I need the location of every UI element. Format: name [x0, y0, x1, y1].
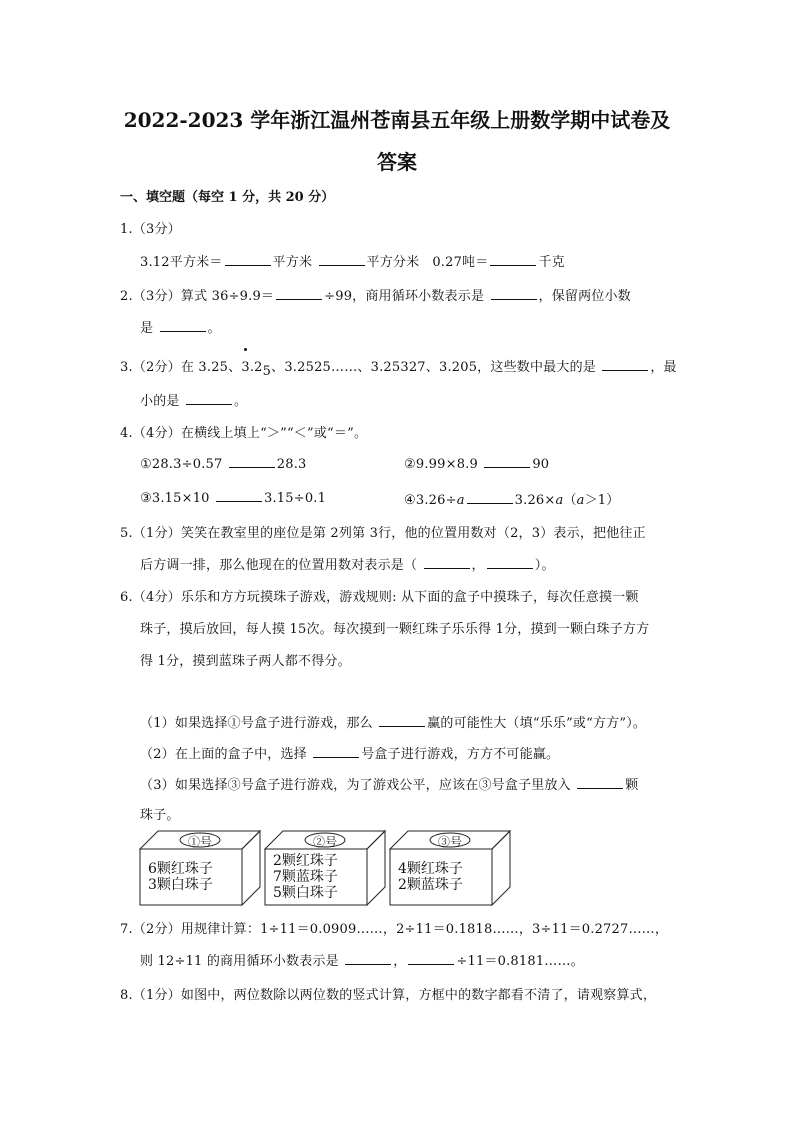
q3-text: 小的是	[140, 394, 180, 409]
bead-box-3	[390, 829, 510, 907]
page-title-line2: 答案	[377, 150, 417, 174]
q1-text: 0.27吨＝	[432, 255, 489, 270]
answer-blank[interactable]	[467, 491, 513, 504]
q6-text: 颗	[625, 778, 639, 793]
q2-text: 是	[140, 321, 154, 336]
q2-text: 。	[207, 321, 221, 336]
section-heading: 一、填空题（每空 1 分，共 20 分）	[120, 190, 335, 205]
q5-text: 后方调一排，那么他现在的位置用数对表示是（	[140, 558, 418, 573]
question-4-b	[404, 455, 549, 472]
answer-blank[interactable]	[319, 253, 365, 266]
question-8-line1: 8.（1分）如图中，两位数除以两位数的竖式计算，方框中的数字都看不清了，请观察算式，	[120, 988, 657, 1003]
question-7-line1: 7.（2分）用规律计算：1÷11＝0.0909……，2÷11＝0.1818……，3÷11＝0.2727……，	[120, 922, 669, 937]
q4-text: （	[563, 493, 577, 508]
q4-text: ①28.3÷0.57	[140, 457, 223, 472]
answer-blank[interactable]	[577, 776, 623, 789]
q7-text: ÷11＝0.8181……。	[456, 954, 584, 969]
question-5-line2	[140, 554, 555, 573]
q2-text: 2.（3分）算式 36÷9.9＝	[120, 289, 275, 304]
q4-text: 90	[532, 457, 550, 472]
q4-text: 3.26×	[514, 493, 556, 508]
answer-blank[interactable]	[345, 952, 391, 965]
question-5-line1: 5.（1分）笑笑在教室里的座位是第 2列第 3行，他的位置用数对（2，3）表示，把他往正	[120, 526, 646, 541]
question-6-sub3	[140, 774, 638, 793]
question-3-line1	[120, 356, 677, 379]
q4-text: 28.3	[276, 457, 307, 472]
box-contents	[148, 861, 213, 893]
question-4-head: 4.（4分）在横线上填上“＞”“＜”或“＝”。	[120, 426, 368, 441]
q4-text: ③3.15×10	[140, 491, 210, 506]
answer-blank[interactable]	[484, 455, 530, 468]
q5-text: ）。	[534, 558, 555, 573]
q6-text: 号盒子进行游戏，方方不可能赢。	[361, 747, 560, 762]
q7-text: ，	[393, 954, 407, 969]
box-line: 2颗红珠子	[273, 853, 338, 869]
question-2-line2	[140, 317, 221, 336]
q3-text: 3.（2分）在 3.25、3.2	[120, 360, 263, 375]
question-3-line2	[140, 390, 247, 409]
answer-blank[interactable]	[602, 358, 648, 371]
box-line: 5颗白珠子	[273, 885, 338, 901]
box-label: ②号	[312, 835, 337, 849]
question-1-head: 1.（3分）	[120, 222, 181, 237]
q3-text: 、3.2525……、3.25327、3.205，这些数中最大的是	[271, 360, 596, 375]
page-title: 2022-2023 学年浙江温州苍南县五年级上册数学期中试卷及	[123, 108, 671, 132]
question-4-a	[140, 455, 307, 472]
question-6-line2: 珠子，摸后放回，每人摸 15次。每次摸到一颗红珠子乐乐得 1分，摸到一颗白珠子方方	[140, 622, 650, 637]
box-line: 2颗蓝珠子	[398, 877, 463, 893]
answer-blank[interactable]	[216, 489, 262, 502]
q4-text: 3.15÷0.1	[263, 491, 327, 506]
question-6-sub3-cont: 珠子。	[140, 808, 180, 823]
box-contents	[398, 861, 463, 893]
q4-text: ④3.26÷	[404, 493, 457, 508]
q3-text: ，最	[650, 360, 677, 375]
q4-text: ＞1）	[584, 493, 620, 508]
answer-blank[interactable]	[229, 455, 275, 468]
answer-blank[interactable]	[408, 952, 454, 965]
answer-blank[interactable]	[487, 556, 533, 569]
box-line: 6颗红珠子	[148, 861, 213, 877]
q3-text: 。	[233, 394, 248, 409]
q4-text: ②9.99×8.9	[404, 457, 478, 472]
q6-text: 赢的可能性大（填“乐乐”或“方方”）。	[427, 716, 647, 731]
q1-text: 平方分米	[366, 255, 420, 270]
answer-blank[interactable]	[379, 714, 425, 727]
variable-a: a	[576, 493, 585, 508]
box-label: ③号	[437, 835, 462, 849]
q6-text: （1）如果选择①号盒子进行游戏，那么	[140, 716, 373, 731]
question-6-sub1	[140, 712, 646, 731]
question-6-sub2	[140, 743, 559, 762]
answer-blank[interactable]	[276, 287, 322, 300]
question-4-c	[140, 489, 326, 506]
q2-text: ，保留两位小数	[538, 289, 631, 304]
box-line: 4颗红珠子	[398, 861, 463, 877]
answer-blank[interactable]	[313, 745, 359, 758]
box-contents	[273, 853, 338, 901]
question-1-body	[140, 251, 565, 270]
box-label: ①号	[187, 835, 212, 849]
q6-text: （2）在上面的盒子中，选择	[140, 747, 307, 762]
box-line: 3颗白珠子	[148, 877, 213, 893]
variable-a: a	[555, 493, 564, 508]
q6-text: （3）如果选择③号盒子进行游戏，为了游戏公平，应该在③号盒子里放入	[140, 778, 571, 793]
answer-blank[interactable]	[491, 287, 537, 300]
variable-a: a	[456, 493, 465, 508]
q5-text: ，	[471, 558, 485, 573]
box-line: 7颗蓝珠子	[273, 869, 338, 885]
question-4-d	[404, 489, 619, 508]
answer-blank[interactable]	[160, 319, 206, 332]
q2-text: ÷99，商用循环小数表示是	[324, 289, 485, 304]
q1-text: 千克	[538, 255, 565, 270]
question-6-line1: 6.（4分）乐乐和方方玩摸珠子游戏，游戏规则: 从下面的盒子中摸珠子，每次任意摸一颗	[120, 590, 639, 605]
bead-box-2	[265, 829, 385, 907]
answer-blank[interactable]	[186, 392, 232, 405]
answer-blank[interactable]	[424, 556, 470, 569]
answer-blank[interactable]	[490, 253, 536, 266]
repeating-dot	[244, 348, 247, 351]
q1-text: 平方米	[272, 255, 313, 270]
question-7-line2	[140, 950, 584, 969]
question-6-line3: 得 1分，摸到蓝珠子两人都不得分。	[140, 654, 351, 669]
bead-box-1	[140, 829, 260, 907]
q1-text: 3.12平方米＝	[140, 255, 223, 270]
answer-blank[interactable]	[225, 253, 271, 266]
question-2-line1	[120, 285, 631, 304]
q3-text: 5	[262, 364, 272, 379]
q7-text: 则 12÷11 的商用循环小数表示是	[140, 954, 339, 969]
